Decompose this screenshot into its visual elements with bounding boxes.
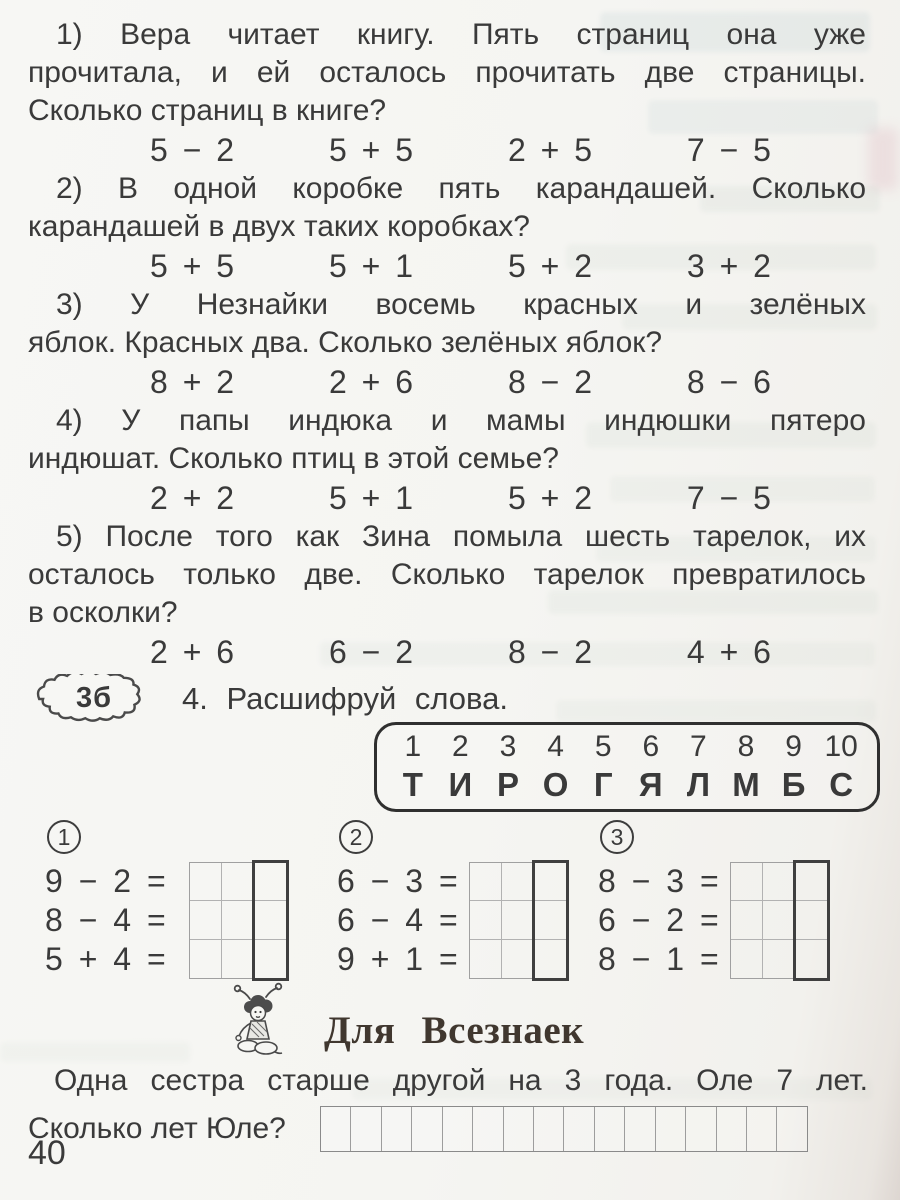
problem-text-line: 2) В одной коробке пять карандашей. Сколько (56, 172, 866, 205)
cipher-number: 5 (594, 730, 612, 764)
equation: 5 + 4 = (45, 941, 166, 977)
expression-option: 2 + 6 (328, 364, 414, 400)
equation: 8 − 3 = (598, 863, 719, 899)
expression-option: 5 + 2 (507, 480, 592, 516)
know-it-alls-heading: Для Всезнаек (324, 1009, 585, 1052)
answer-cell (351, 1107, 381, 1151)
answer-options-row (28, 362, 866, 402)
cipher-table (374, 722, 880, 812)
problem-text-line: осталось только две. Сколько тарелок превратилось (28, 558, 866, 591)
cipher-letter: С (829, 765, 854, 803)
expression-option: 4 + 6 (686, 634, 771, 670)
answer-cell (321, 1107, 351, 1151)
word-problem-3 (28, 286, 866, 402)
word-problem-5 (28, 518, 866, 672)
answer-cell (564, 1107, 594, 1151)
know-it-alls-section (226, 982, 584, 1060)
vseznayka-character-icon (226, 982, 298, 1060)
answer-options-row (28, 130, 866, 170)
equation-column-2 (337, 820, 567, 979)
expression-option: 8 − 6 (686, 364, 771, 400)
cipher-number: 3 (499, 730, 517, 764)
equation-list (337, 862, 469, 979)
cipher-letter: Л (686, 765, 710, 803)
expression-option: 2 + 2 (150, 480, 235, 516)
circled-number: 3 (600, 820, 634, 854)
answer-cell (656, 1107, 686, 1151)
problem-question-line: в осколки? (28, 596, 178, 629)
equation-column-3 (598, 820, 828, 979)
equation: 9 + 1 = (337, 941, 458, 977)
cipher-number: 2 (452, 730, 469, 764)
cipher-letter: Р (496, 765, 519, 803)
problem-text-line: 4) У папы индюка и мамы индюшки пятеро (56, 404, 866, 437)
task-badge (30, 674, 158, 724)
expression-option: 8 − 2 (507, 634, 592, 670)
answer-grid (730, 862, 828, 979)
word-problem-4 (28, 402, 866, 518)
word-problem-1 (28, 16, 866, 170)
answer-cell (717, 1107, 747, 1151)
problem-question-line: Сколько страниц в книге? (28, 94, 387, 127)
answer-cell (625, 1107, 655, 1151)
expression-option: 2 + 6 (150, 634, 235, 670)
problem-text-line: 3) У Незнайки восемь красных и зелёных (56, 288, 866, 321)
problem-text-line: 1) Вера читает книгу. Пять страниц она уже (56, 18, 866, 51)
answer-cell (777, 1107, 806, 1151)
equation: 8 − 1 = (598, 941, 719, 977)
answer-cell (534, 1107, 564, 1151)
answer-cell (412, 1107, 442, 1151)
equation: 6 − 3 = (337, 863, 458, 899)
answer-strip (320, 1106, 808, 1152)
expression-option: 5 + 1 (328, 248, 414, 284)
cipher-letter: О (542, 765, 569, 803)
equation-list (45, 862, 189, 979)
cipher-number: 8 (737, 730, 755, 764)
expression-option: 5 + 2 (507, 248, 592, 284)
equation: 9 − 2 = (45, 863, 166, 899)
word-problems-section (28, 16, 866, 672)
answer-grid (189, 862, 287, 979)
highlighted-answer-column (793, 860, 830, 981)
expression-option: 5 − 2 (150, 132, 235, 168)
highlighted-answer-column (252, 860, 289, 981)
cipher-letter: Т (402, 765, 423, 803)
answer-options-row (28, 246, 866, 286)
decode-task-title: 4. Расшифруй слова. (182, 681, 509, 716)
problem-text-line: прочитала, и ей осталось прочитать две страницы. (28, 56, 866, 89)
equation-list (598, 862, 730, 979)
answer-cell (595, 1107, 625, 1151)
answer-cell (747, 1107, 777, 1151)
expression-option: 8 − 2 (507, 364, 592, 400)
highlighted-answer-column (532, 860, 569, 981)
word-problem-2 (28, 170, 866, 286)
expression-option: 7 − 5 (686, 132, 771, 168)
expression-option: 8 + 2 (150, 364, 235, 400)
cipher-number: 10 (824, 730, 858, 764)
circled-number: 2 (339, 820, 373, 854)
cipher-number: 4 (547, 730, 564, 764)
expression-option: 5 + 5 (328, 132, 414, 168)
answer-cell (473, 1107, 503, 1151)
cipher-letter: Г (593, 765, 613, 803)
answer-options-row (28, 632, 866, 672)
final-problem-text: Одна сестра старше другой на 3 года. Оле 7 лет. (54, 1064, 868, 1097)
final-problem-question: Сколько лет Юле? (28, 1112, 286, 1145)
expression-option: 7 − 5 (686, 480, 771, 516)
cipher-numbers-row (389, 731, 865, 763)
badge-label: 3б (75, 681, 113, 714)
cipher-number: 7 (690, 730, 707, 764)
cipher-letter: М (732, 765, 760, 803)
expression-option: 6 − 2 (328, 634, 414, 670)
expression-option: 5 + 1 (328, 480, 414, 516)
answer-cell (504, 1107, 534, 1151)
cipher-number: 9 (785, 730, 802, 764)
answer-cell (686, 1107, 716, 1151)
expression-option: 5 + 5 (150, 248, 235, 284)
circled-number: 1 (47, 820, 81, 854)
answer-grid (469, 862, 567, 979)
cipher-number: 6 (642, 730, 660, 764)
equation: 6 − 2 = (598, 902, 719, 938)
problem-question-line: карандашей в двух таких коробках? (28, 210, 530, 243)
cipher-letters-row (389, 767, 865, 803)
cipher-letter: Я (638, 765, 663, 803)
expression-option: 3 + 2 (686, 248, 771, 284)
equation: 6 − 4 = (337, 902, 458, 938)
cipher-number: 1 (404, 730, 422, 764)
final-problem-section (28, 1062, 868, 1152)
cipher-letter: Б (781, 765, 806, 803)
equation-column-1 (45, 820, 287, 979)
cipher-letter: И (448, 765, 473, 803)
problem-question-line: индюшат. Сколько птиц в этой семье? (28, 442, 559, 475)
answer-options-row (28, 478, 866, 518)
page-number: 40 (28, 1134, 66, 1172)
equation: 8 − 4 = (45, 902, 166, 938)
problem-text-line: 5) После того как Зина помыла шесть тарелок, их (56, 520, 866, 553)
expression-option: 2 + 5 (507, 132, 592, 168)
answer-cell (443, 1107, 473, 1151)
problem-question-line: яблок. Красных два. Сколько зелёных яблок? (28, 326, 663, 359)
answer-cell (382, 1107, 412, 1151)
